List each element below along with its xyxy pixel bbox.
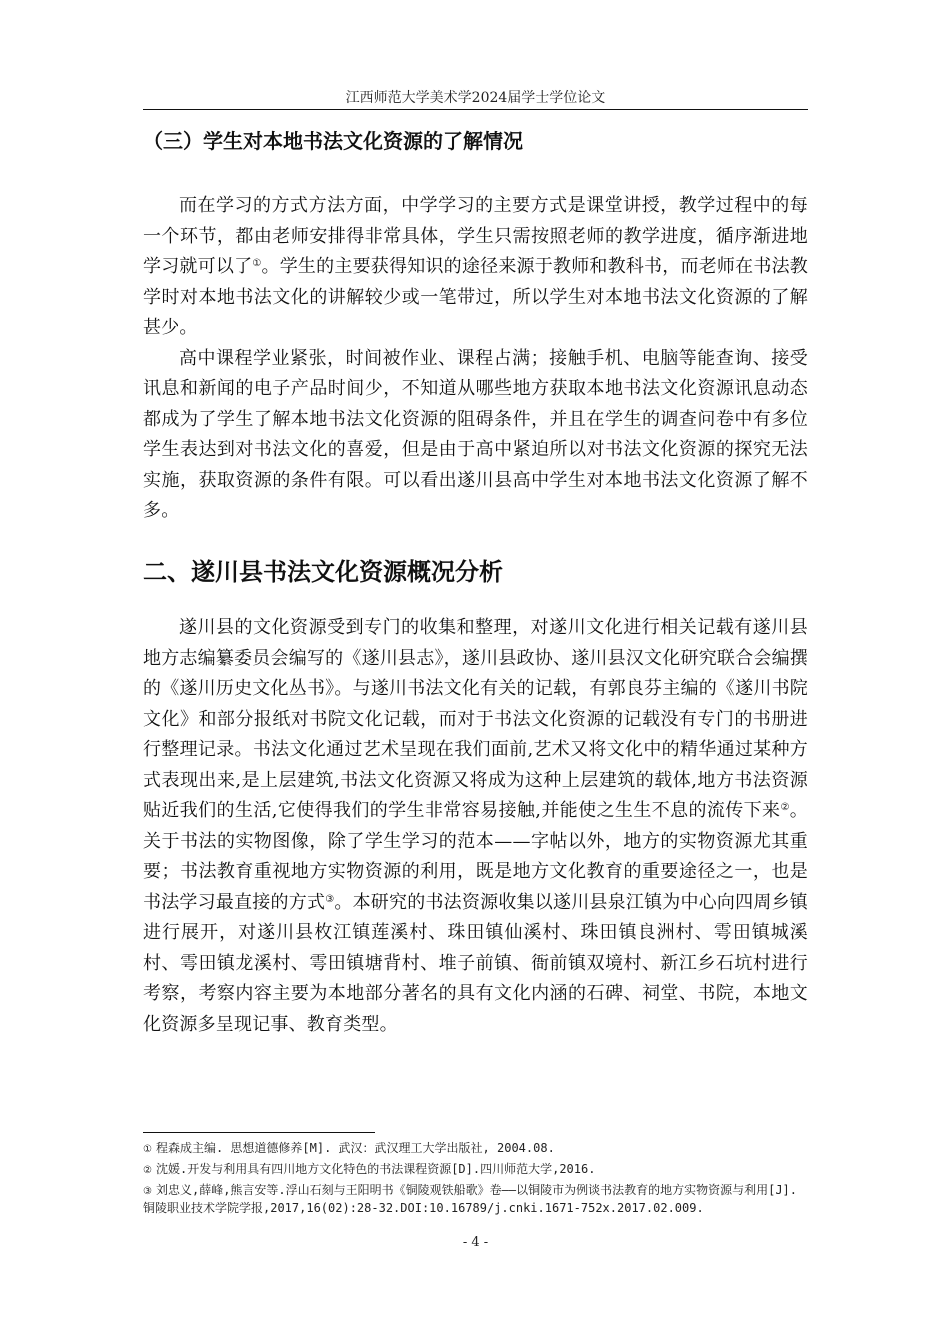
section-body: [143, 613, 808, 1040]
section-heading: 二、遂川县书法文化资源概况分析: [143, 558, 503, 586]
running-header: 江西师范大学美术学2024届学士学位论文: [345, 90, 606, 106]
header-divider: [143, 109, 808, 110]
subsection-heading: （三）学生对本地书法文化资源的了解情况: [143, 129, 523, 153]
paragraph-3: [143, 613, 808, 1040]
footnote-divider: [143, 1132, 375, 1133]
paragraph-3-text-c: 。本研究的书法资源收集以遂川县泉江镇为中心向四周乡镇进行展开，对遂川县枚江镇莲溪村、珠田镇仙溪村、珠田镇良洲村、雩田镇城溪村、雩田镇龙溪村、雩田镇塘背村、堆子前镇、衙前镇双境村、新江乡石坑村进行考察，考察内容主要为本地部分著名的具有文化内涵的石碑、祠堂、书院，本地文化资源多呈现记事、教育类型。: [143, 891, 809, 1035]
footnote-mark: ③: [143, 1186, 152, 1197]
footnote-item: [143, 1161, 808, 1179]
footnote-text: 沈媛.开发与利用具有四川地方文化特色的书法课程资源[D].四川师范大学,2016.: [155, 1162, 596, 1176]
footnote-text: 程森成主编. 思想道德修养[M]. 武汉：武汉理工大学出版社, 2004.08.: [155, 1141, 555, 1155]
paragraph-3-text-a: 遂川县的文化资源受到专门的收集和整理，对遂川文化进行相关记载有遂川县地方志编纂委员会编写的《遂川县志》，遂川县政协、遂川县汉文化研究联合会编撰的《遂川历史文化丛书》。与遂川书法文化有关的记载，有郭良芬主编的《遂川书院文化》和部分报纸对书院文化记载，而对于书法文化资源的记载没有专门的书册进行整理记录。书法文化通过艺术呈现在我们面前,艺术又将文化中的精华通过某种方式表现出来,是上层建筑,书法文化资源又将成为这种上层建筑的载体,地方书法资源贴近我们的生活,它使得我们的学生非常容易接触,并能使之生生不息的流传下来: [143, 617, 808, 821]
page-number: - 4 -: [462, 1235, 489, 1250]
footnote-item: [143, 1182, 808, 1216]
footnote-mark: ②: [143, 1165, 152, 1176]
paragraph-3-text-b: 。关于书法的实物图像，除了学生学习的范本——字帖以外，地方的实物资源尤其重要；书法教育重视地方实物资源的利用，既是地方文化教育的重要途径之一，也是书法学习最直接的方式: [143, 800, 808, 913]
paragraph-1-text-b: 。学生的主要获得知识的途径来源于教师和教科书，而老师在书法教学时对本地书法文化的讲解较少或一笔带过，所以学生对本地书法文化资源的了解甚少。: [143, 256, 809, 338]
footnote-ref-3: ③: [325, 893, 335, 905]
footnote-ref-2: ②: [780, 802, 790, 813]
footnotes: [143, 1140, 808, 1219]
footnote-text: 刘忠义,薛峰,熊言安等.浮山石刻与王阳明书《铜陵观铁船歌》卷——以铜陵市为例谈书法教育的地方实物资源与利用[J].铜陵职业技术学院学报,2017,16(02):28-32.DOI:10.16789/j.cnki.1671-752x.2017.02.009.: [143, 1183, 797, 1215]
subsection-body: [143, 191, 808, 527]
footnote-ref-1: ①: [252, 258, 262, 269]
footnote-item: [143, 1140, 808, 1158]
paragraph-2: 高中课程学业紧张，时间被作业、课程占满；接触手机、电脑等能查询、接受讯息和新闻的电子产品时间少，不知道从哪些地方获取本地书法文化资源讯息动态都成为了学生了解本地书法文化资源的阻碍条件，并且在学生的调查问卷中有多位学生表达到对书法文化的喜爱，但是由于高中紧迫所以对书法文化资源的探究无法实施，获取资源的条件有限。可以看出遂川县高中学生对本地书法文化资源了解不多。: [143, 347, 808, 521]
paragraph-1-text-a: 而在学习的方式方法方面，中学学习的主要方式是课堂讲授，教学过程中的每一个环节，都由老师安排得非常具体，学生只需按照老师的教学进度，循序渐进地学习就可以了: [143, 195, 808, 277]
paragraph-1: [143, 191, 808, 344]
footnote-mark: ①: [143, 1144, 152, 1155]
